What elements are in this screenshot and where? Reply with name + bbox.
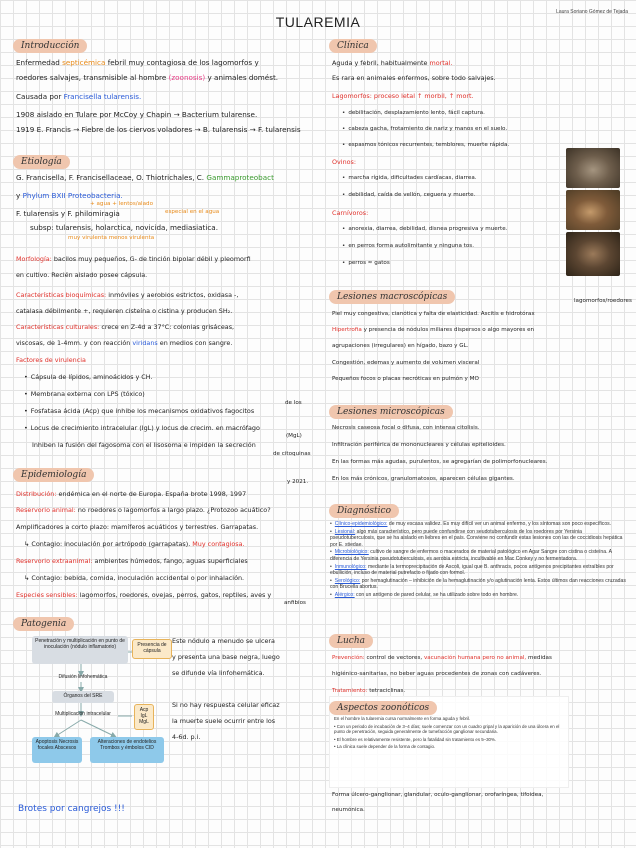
epidemiologia-line-7: Especies sensibles: lagomorfos, roedores, ovejas, perros, gatos, reptiles, aves y xyxy=(16,591,272,599)
zoonoticos-text xyxy=(334,716,562,750)
clinica-carn-item-1: • anorexia, diarrea, debilidad, disnea progresiva y muerte. xyxy=(342,224,507,234)
lesiones-micro-line-3: En las formas más agudas, purulentos, se agregarían de polimorfonucleares. xyxy=(332,459,548,465)
diagnostico-item-6: • Alérgico: con un antígeno de pared celular, se ha utilizado sobre todo en hombre. xyxy=(330,592,628,599)
patogenia-heading: Patogenia xyxy=(13,617,74,631)
diagram-label-multiplicacion: Multiplicación intracelular xyxy=(55,711,111,717)
zoonoticos-heading: Aspectos zoonóticos xyxy=(329,701,437,715)
etiologia-heading: Etiología xyxy=(13,155,70,169)
patogenia-note-1a: Este nódulo a menudo se ulcera xyxy=(172,637,275,645)
intro-line-2: roedores salvajes, transmisible al hombre (zoonosis) y animales domést. xyxy=(16,73,279,82)
etiologia-line-2: y Phylum BXII Proteobacteria. xyxy=(16,191,123,200)
diagram-box-sre: Órganos del SRE xyxy=(52,691,114,703)
epidemiologia-line-1: Distribución: endémica en el norte de Europa. España brote 1998, 1997 xyxy=(16,490,247,498)
epidemiologia-line-2: Reservorio animal: no roedores o lagomorfos a largo plazo. ¿Protozoo acuático? xyxy=(16,506,271,514)
culturales-line-2: viscosas, de 1-4mm. y con reacción viridans en medios con sangre. xyxy=(16,339,233,347)
lesiones-macro-line-2: Hipertrofia y presencia de nódulos miliares dispersos o algo mayores en xyxy=(332,327,535,333)
lesiones-macro-line-5: Pequeños focos o placas necróticas en pulmón y MO xyxy=(332,376,479,382)
intro-line-5: 1919 E. Francis → Fiebre de los ciervos voladores → B. tularensis → F. tularensis xyxy=(16,125,301,134)
lesiones-macro-line-4: Congestión, edemas y aumento de volumen visceral xyxy=(332,360,480,366)
etiologia-line-1: G. Francisella, F. Francisellaceae, O. Thiotrichales, C. Gammaproteobact xyxy=(16,173,274,182)
clinica-line-1: Aguda y febril, habitualmente mortal. xyxy=(332,59,453,67)
diagnostico-item-3: • Microbiológico: cultivo de sangre de enfermos o macerados de material patológico en Agar Sangre con cistina o cisteína. A diferencia de Yersinia pseudotuberculosis, es aerobia estricta, incultivable en Mac Conkey y no fermentadora. xyxy=(330,549,628,562)
patogenia-note-2b: la muerte suele ocurrir entre los xyxy=(172,717,276,725)
zoonoticos-p3: • El hombre es relativamente resistente, pero la fatalidad sin tratamiento es 5–30%. xyxy=(334,736,497,742)
lesiones-micro-line-4: En los más crónicos, granulomatosos, aparecen células gigantes. xyxy=(332,476,515,482)
rodent-photo xyxy=(566,232,620,276)
lesiones-micro-heading: Lesiones microscópicas xyxy=(329,405,453,419)
author-name: Laura Soriano Gómez de Tejada xyxy=(556,9,628,15)
etiologia-note-2: muy virulenta menos virulenta xyxy=(68,235,155,241)
brotes-note: Brotes por cangrejos !!! xyxy=(18,804,125,814)
diagnostico-heading: Diagnóstico xyxy=(329,504,399,518)
clinica-carn-item-3: • perros ≈ gatos xyxy=(342,258,390,268)
diagram-box-penetracion: Penetración y multiplicación en punto de inoculación (nódulo inflamatorio) xyxy=(32,636,128,664)
zoonoticos-forms-2: neumónica. xyxy=(332,807,365,813)
etiologia-subsp: subsp: tularensis, holarctica, novicida, mediasiatica. xyxy=(30,223,219,232)
zoonoticos-p2: • Con un periodo de incubación de 3–4 días; suele comenzar con un cuadro gripal y la aparición de una úlcera en el punto de penetración, seguida generalmente de tumefacción ganglionar secundaria. xyxy=(334,723,560,735)
clinica-lago-item-1: • debilitación, desplazamiento lento, fácil captura. xyxy=(342,108,485,118)
patogenia-note-1c: se difunde vía linfohemática. xyxy=(172,669,265,677)
lesiones-micro-line-1: Necrosis caseosa focal o difusa, con intensa citolisis. xyxy=(332,425,480,431)
virulencia-note-5: de citoquinas xyxy=(273,451,311,457)
epidemiologia-note-7: anfibios xyxy=(284,600,306,606)
virulencia-item-2: • Membrana externa con LPS (tóxico) xyxy=(24,389,145,399)
etiologia-line-3: F. tularensis y F. philomiragia xyxy=(16,209,120,218)
epidemiologia-line-3: Amplificadores a corto plazo: mamíferos acuáticos y terrestres. Garrapatas. xyxy=(16,523,259,531)
rabbit-photo xyxy=(566,190,620,230)
zoonoticos-forms-1: Forma úlcero-ganglionar, glandular, oculo-ganglionar, orofaríngea, tifoidea, xyxy=(332,792,544,798)
clinica-lago-item-2: • cabeza gacha, frotamiento de nariz y manos en el suelo. xyxy=(342,124,507,134)
virulencia-note-3: de los xyxy=(285,400,302,406)
virulencia-item-3: • Fosfatasa ácida (Acp) que inhibe los mecanismos oxidativos fagocitos xyxy=(24,406,254,416)
clinica-ovinos-item-2: • debilidad, caída de vellón, ceguera y muerte. xyxy=(342,190,475,200)
epidemiologia-line-4: ↳ Contagio: inoculación por artrópodo (garrapatas). Muy contagiosa. xyxy=(24,540,245,548)
etiologia-agua-note: especial en el agua xyxy=(165,209,220,215)
diagram-label-difusion: Difusión linfohemática xyxy=(58,674,108,680)
lesiones-macro-tag: lagomorfos/roedores xyxy=(574,298,632,304)
virulencia-note-4: (MgL) xyxy=(286,433,302,439)
epidemiologia-year: y 2021. xyxy=(287,479,309,485)
intro-line-1: Enfermedad septicémica febril muy contagiosa de los lagomorfos y xyxy=(16,58,259,67)
patogenia-note-1b: y presenta una base negra, luego xyxy=(172,653,280,661)
bioquimicas-line-1: Características bioquímicas: inmóviles y aerobios estrictos, oxidasa -, xyxy=(16,291,239,299)
zoonoticos-p4: • La clínica suele depender de la forma de contagio. xyxy=(334,744,436,750)
clinica-heading: Clínica xyxy=(329,39,377,53)
clinica-lago-item-3: • espasmos tónicos recurrentes, temblores, muerte rápida. xyxy=(342,140,509,150)
intro-line-4: 1908 aislado en Tulare por McCoy y Chapin → Bacterium tularense. xyxy=(16,110,258,119)
lesiones-macro-line-1: Piel muy congestiva, cianótica y falta de elasticidad. Ascitis e hidrotórax xyxy=(332,311,535,317)
lucha-heading: Lucha xyxy=(329,634,373,648)
diagram-box-capsula: Presencia de cápsula xyxy=(132,639,172,659)
clinica-line-2: Es rara en animales enfermos, sobre todo salvajes. xyxy=(332,74,496,82)
epidemiologia-line-5: Reservorio extraanimal: ambientes húmedos, fango, aguas superficiales xyxy=(16,557,248,565)
lucha-line-3: Tratamiento: tetraciclinas. xyxy=(332,688,406,694)
epidemiologia-heading: Epidemiología xyxy=(13,468,94,482)
diagram-box-acp: Acp IgL MgL xyxy=(134,704,154,730)
lucha-line-1: Prevención: control de vectores, vacunación humana pero no animal, medidas xyxy=(332,655,552,661)
epidemiologia-line-6: ↳ Contagio: bebida, comida, inoculación accidental o por inhalación. xyxy=(24,574,245,582)
diagnostico-item-5: • Serológico: por hemaglutinación – inhibición de la hemaglutinación y/o aglutinación lenta. Estos últimos dan reacciones cruzadas con Brucella abortus. xyxy=(330,578,628,591)
zoonoticos-p1: En el hombre la tularemia cursa normalmente en forma aguda y febril. xyxy=(334,716,471,721)
culturales-line-1: Características culturales: crece en Z-4d a 37°C: colonias grisáceas, xyxy=(16,323,235,331)
virulencia-item-1: • Cápsula de lípidos, aminoácidos y CH. xyxy=(24,372,153,382)
hare-photo xyxy=(566,148,620,188)
diagnostico-item-4: • Inmunológico: mediante la termoprecipitación de Ascoli, igual que B. anthracis, pocos antígenos precipitantes extraíbles por ebullición, incluso de material putrefacto o fijado con formol. xyxy=(330,564,628,577)
lesiones-micro-line-2: Infiltración periférica de mononucleares y células epitelioides. xyxy=(332,442,506,448)
clinica-lagomorfos: Lagomorfos: proceso letal ↑ morbil, ↑ mort. xyxy=(332,92,474,100)
lesiones-macro-heading: Lesiones macroscópicas xyxy=(329,290,455,304)
patogenia-note-2a: Si no hay respuesta celular eficaz xyxy=(172,701,280,709)
intro-line-3: Causada por Francisella tularensis. xyxy=(16,92,142,101)
clinica-ovinos: Ovinos: xyxy=(332,158,357,166)
diagram-box-endotelios: Alteraciones de endotelios Trombos y émbolos CID xyxy=(90,737,164,763)
clinica-carnivoros: Carnívoros: xyxy=(332,209,369,217)
intro-heading: Introducción xyxy=(13,39,87,53)
diagram-box-apoptosis: Apoptosis Necrosis focales Abscesos xyxy=(32,737,82,763)
lucha-line-2: higiénico-sanitarias, no beber aguas procedentes de zonas con cadáveres. xyxy=(332,671,542,677)
page-title: TULAREMIA xyxy=(275,14,361,30)
clinica-ovinos-item-1: • marcha rígida, dificultades cardíacas, diarrea. xyxy=(342,173,477,183)
lesiones-macro-line-3: agrupaciones (irregulares) en hígado, bazo y GL. xyxy=(332,343,469,349)
virulencia-heading: Factores de virulencia xyxy=(16,356,86,364)
diagnostico-item-2: • Lesional: algo más característico, pero puede confundirse con seudotuberculosis de los roedores por Yersinia pseudotuberculosis, que se ha aislado en liebres en el país. Conviene no confundir estas lesiones con las de coccidiosis hepática por E. stiedae. xyxy=(330,529,628,549)
bioquimicas-line-2: catalasa débilmente +, requieren cisteína o cistina y producen SH₂. xyxy=(16,307,233,315)
morfologia-line-1: Morfología: bacilos muy pequeños, G- de tinción bipolar débil y pleomorfi xyxy=(16,255,251,263)
virulencia-item-4: • Locus de crecimiento intracelular (IgL) y locus de crecim. en macrófago xyxy=(24,423,260,433)
virulencia-item-5: Inhiben la fusión del fagosoma con el lisosoma e impiden la secreción xyxy=(32,441,256,449)
patogenia-note-2c: 4-6d. p.i. xyxy=(172,733,201,741)
diagnostico-list xyxy=(330,521,628,599)
morfologia-line-2: en cultivo. Recién aislado posee cápsula. xyxy=(16,271,148,279)
diagnostico-item-1: • Clínico-epidemiológico: de muy escasa validez. Es muy difícil ver un animal enfermo, y los síntomas son poco específicos. xyxy=(330,521,628,528)
clinica-carn-item-2: • en perros forma autolimitante y ninguna tos. xyxy=(342,241,474,251)
etiologia-note-1: + agua + lentos/alado xyxy=(90,201,153,207)
